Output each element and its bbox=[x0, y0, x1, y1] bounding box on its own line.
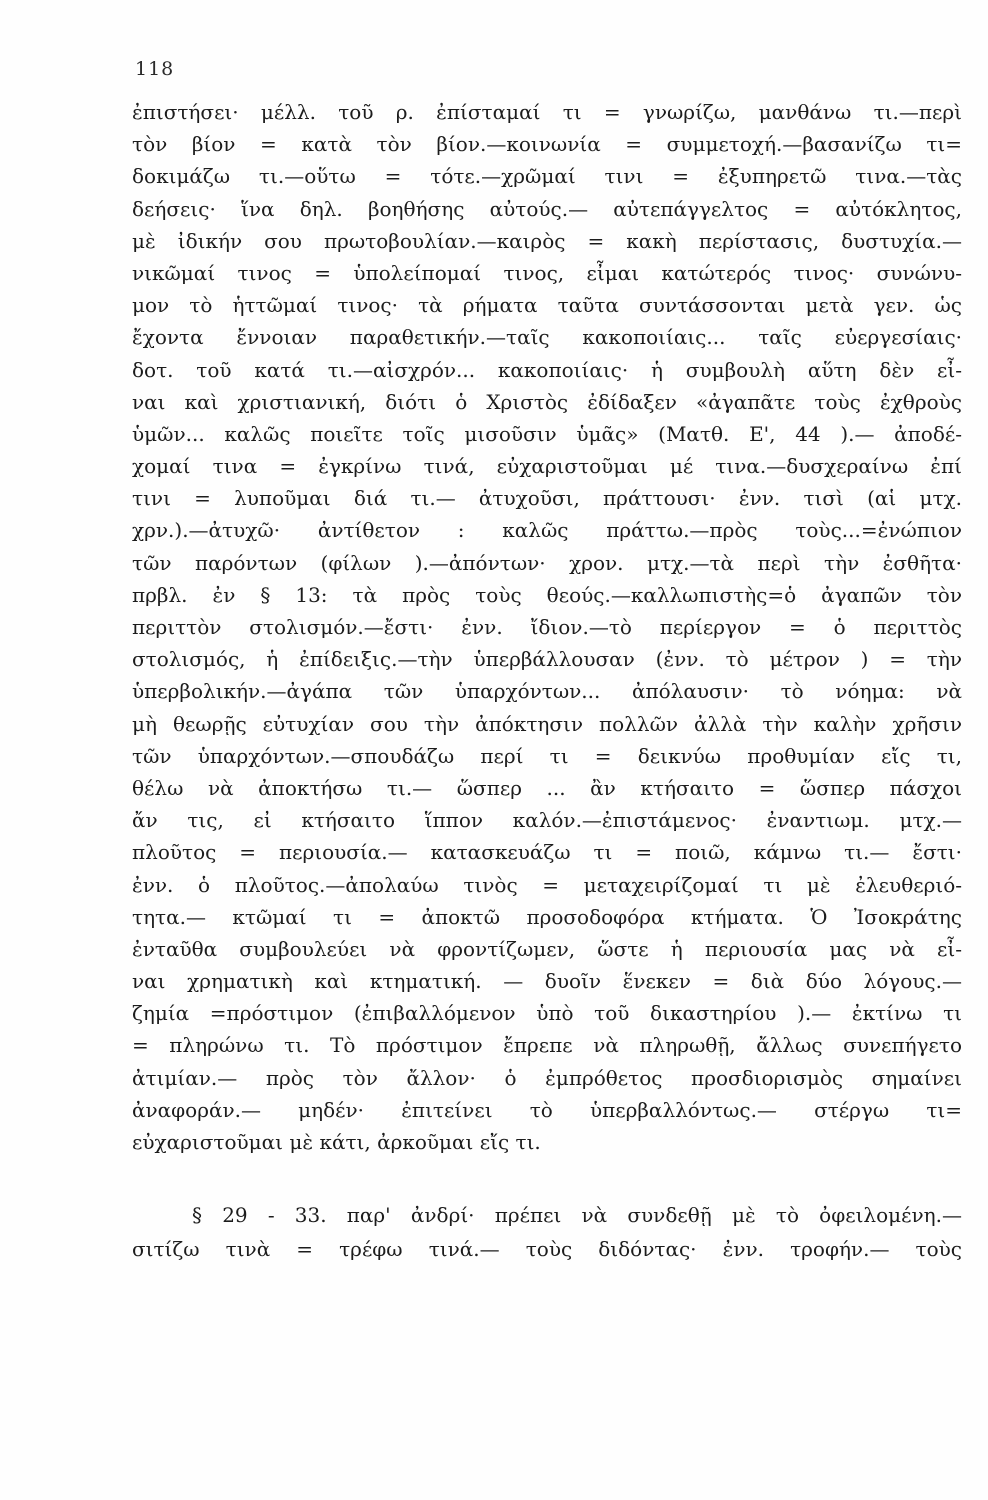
section-heading-line: § 29 - 33. παρ' ἀνδρί· πρέπει νὰ συνδεθῇ μὲ τὸ ὀφειλομένη.— bbox=[192, 1203, 962, 1228]
text-line: ἄν τις, εἰ κτήσαιτο ἵππον καλόν.—ἐπιστάμενος· ἐναντιωμ. μτχ.— bbox=[132, 808, 962, 833]
text-line: ἔχοντα ἔννοιαν παραθετικήν.—ταῖς κακοποιίαις... ταῖς εὐεργεσίαις· bbox=[132, 325, 962, 350]
text-line: τῶν παρόντων (φίλων ).—ἀπόντων· χρον. μτχ.—τὰ περὶ τὴν ἐσθῆτα· bbox=[132, 550, 962, 575]
text-line: ἐνταῦθα συμβουλεύει νὰ φροντίζωμεν, ὥστε ἡ περιουσία μας νὰ εἶ- bbox=[132, 936, 962, 961]
text-line: χομαί τινα = ἐγκρίνω τινά, εὐχαριστοῦμαι μέ τινα.—δυσχεραίνω ἐπί bbox=[132, 454, 962, 479]
text-line: δοκιμάζω τι.—οὕτω = τότε.—χρῶμαί τινι = ἐξυπηρετῶ τινα.—τὰς bbox=[132, 164, 962, 189]
text-line: δεήσεις· ἵνα δηλ. βοηθήσης αὐτούς.— αὐτεπάγγελτος = αὐτόκλητος, bbox=[132, 196, 962, 221]
section-gap bbox=[132, 1158, 962, 1198]
text-line: μον τὸ ἡττῶμαί τινος· τὰ ρήματα ταῦτα συντάσσονται μετὰ γεν. ὡς bbox=[132, 293, 962, 318]
text-line: ἐνν. ὁ πλοῦτος.—ἀπολαύω τινὸς = μεταχειρίζομαί τι μὲ ἐλευθεριό- bbox=[132, 872, 962, 897]
text-line: τινι = λυποῦμαι διά τι.— ἀτυχοῦσι, πράττουσι· ἐνν. τισὶ (αἱ μτχ. bbox=[132, 486, 962, 511]
text-line: ἀναφοράν.— μηδέν· ἐπιτείνει τὸ ὑπερβαλλόντως.— στέργω τι= bbox=[132, 1097, 962, 1122]
text-line: πλοῦτος = περιουσία.— κατασκευάζω τι = ποιῶ, κάμνω τι.— ἔστι· bbox=[132, 840, 962, 865]
text-line: ζημία =πρόστιμον (ἐπιβαλλόμενον ὑπὸ τοῦ δικαστηρίου ).— ἐκτίνω τι bbox=[132, 1001, 962, 1026]
page-number: 118 bbox=[135, 58, 175, 80]
text-line: ἐπιστήσει· μέλλ. τοῦ ρ. ἐπίσταμαί τι = γνωρίζω, μανθάνω τι.—περὶ bbox=[132, 100, 962, 124]
text-line: νικῶμαί τινος = ὑπολείπομαί τινος, εἶμαι κατώτερός τινος· συνώνυ- bbox=[132, 260, 962, 285]
text-line: τῶν ὑπαρχόντων.—σπουδάζω περί τι = δεικνύω προθυμίαν εἴς τι, bbox=[132, 743, 962, 768]
text-line: εὐχαριστοῦμαι μὲ κάτι, ἀρκοῦμαι εἴς τι. bbox=[132, 1130, 541, 1154]
text-line: ὑπερβολικήν.—ἀγάπα τῶν ὑπαρχόντων... ἀπόλαυσιν· τὸ νόημα: νὰ bbox=[132, 679, 962, 704]
text-line: χρν.).—ἀτυχῶ· ἀντίθετον : καλῶς πράττω.—πρὸς τοὺς...=ἐνώπιον bbox=[132, 518, 962, 543]
text-line: = πληρώνω τι. Τὸ πρόστιμον ἔπρεπε νὰ πληρωθῇ, ἄλλως συνεπήγετο bbox=[132, 1033, 962, 1058]
text-line: τητα.— κτῶμαί τι = ἀποκτῶ προσοδοφόρα κτήματα. Ὁ Ἰσοκράτης bbox=[132, 904, 962, 929]
text-line: τὸν βίον = κατὰ τὸν βίον.—κοινωνία = συμμετοχή.—βασανίζω τι= bbox=[132, 132, 962, 157]
commentary-text bbox=[132, 96, 962, 1266]
text-line: περιττὸν στολισμόν.—ἔστι· ἐνν. ἴδιον.—τὸ περίεργον = ὁ περιττὸς bbox=[132, 615, 962, 639]
text-line: δοτ. τοῦ κατά τι.—αἰσχρόν... κακοποιίαις· ἡ συμβουλὴ αὕτη δὲν εἶ- bbox=[132, 357, 962, 382]
text-line: στολισμός, ἡ ἐπίδειξις.—τὴν ὑπερβάλλουσαν (ἐνν. τὸ μέτρον ) = τὴν bbox=[132, 647, 962, 672]
text-line: σιτίζω τινὰ = τρέφω τινά.— τοὺς διδόντας· ἐνν. τροφήν.— τοὺς bbox=[132, 1237, 962, 1262]
text-line: μὴ θεωρῇς εὐτυχίαν σου τὴν ἀπόκτησιν πολλῶν ἀλλὰ τὴν καλὴν χρῆσιν bbox=[132, 711, 962, 736]
text-line: πρβλ. ἐν § 13: τὰ πρὸς τοὺς θεούς.—καλλωπιστὴς=ὁ ἀγαπῶν τὸν bbox=[132, 582, 962, 607]
text-line: ὑμῶν... καλῶς ποιεῖτε τοῖς μισοῦσιν ὑμᾶς» (Ματθ. Ε', 44 ).— ἀποδέ- bbox=[132, 421, 962, 446]
text-line: ναι καὶ χριστιανική, διότι ὁ Χριστὸς ἐδίδαξεν «ἀγαπᾶτε τοὺς ἐχθροὺς bbox=[132, 389, 962, 414]
text-line: μὲ ἰδικήν σου πρωτοβουλίαν.—καιρὸς = κακὴ περίστασις, δυστυχία.— bbox=[132, 228, 962, 253]
text-line: ἀτιμίαν.— πρὸς τὸν ἄλλον· ὁ ἐμπρόθετος προσδιορισμὸς σημαίνει bbox=[132, 1065, 962, 1090]
text-line: ναι χρηματικὴ καὶ κτηματική. — δυοῖν ἕνεκεν = διὰ δύο λόγους.— bbox=[132, 969, 962, 994]
text-line: θέλω νὰ ἀποκτήσω τι.— ὥσπερ ... ἂν κτήσαιτο = ὥσπερ πάσχοι bbox=[132, 775, 962, 800]
